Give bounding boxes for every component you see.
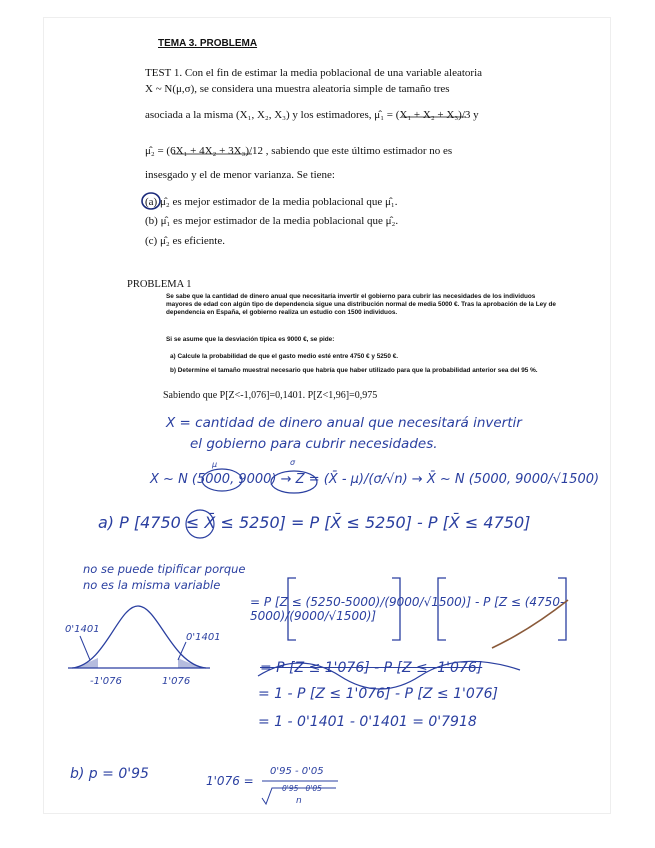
hand-sigma-label: σ: [290, 458, 296, 467]
problem-given: Sabiendo que P[Z<-1,076]=0,1401. P[Z<1,96]=0,975: [163, 390, 378, 401]
hand-note-1: no se puede tipificar porque: [83, 562, 246, 576]
hand-x-definition-2: el gobierno para cubrir necesidades.: [190, 436, 438, 452]
normal-curve: [72, 606, 206, 668]
hand-mu-label: μ: [212, 460, 218, 469]
test-option-a: (a) μ̂₂ es mejor estimador de la media poblacional que μ̂₁.: [145, 196, 398, 208]
scribble-strike: [258, 661, 520, 689]
hand-distribution-line: X ~ N (5000, 9000) → Z = (X̄ - μ)/(σ/√n) → X̄ ~ N (5000, 9000/√1500): [150, 472, 600, 487]
arrow-left-label: [80, 636, 90, 660]
bracket-right-2: [558, 578, 566, 640]
test-option-c: (c) μ̂₂ es eficiente.: [145, 235, 225, 247]
hand-part-b-n: n: [296, 796, 302, 806]
hand-curve-right-x: 1'076: [162, 676, 191, 687]
sqrt-sign-b: [262, 788, 336, 804]
test-line-3: asociada a la misma (X₁, X₂, X₃) y los estimadores, μ̂₁ = (X₁ + X₂ + X₃)/3 y: [145, 109, 479, 121]
hand-part-b: b) p = 0'95: [70, 766, 149, 782]
circle-5000: [202, 469, 242, 491]
problem-item-a: a) Calcule la probabilidad de que el gasto medio esté entre 4750 € y 5250 €.: [170, 353, 399, 360]
problem-item-b: b) Determine el tamaño muestral necesario que habría que haber utilizado para que la probabilidad anterior sea del 95 %.: [170, 367, 538, 374]
circle-xbar: [186, 510, 214, 538]
hand-note-2: no es la misma variable: [83, 578, 221, 592]
problem-paragraph-1: Se sabe que la cantidad de dinero anual que necesitaría invertir el gobierno para cubrir las necesidades de los individuos mayores de edad con algún tipo de dependencia sigue una distribución normal de media 5000 €. Tras la aprobación de la Ley de dependencia en España, el gobierno realiza un estudio con 1500 individuos.: [166, 293, 556, 316]
hand-curve-left-x: -1'076: [90, 676, 122, 687]
hand-result-2: = 1 - 0'1401 - 0'1401 = 0'7918: [258, 714, 477, 730]
test-option-b: (b) μ̂₁ es mejor estimador de la media poblacional que μ̂₂.: [145, 215, 399, 227]
hand-x-definition-1: X = cantidad de dinero anual que necesitará invertir: [166, 415, 522, 431]
circle-9000: [271, 471, 317, 493]
page-title: TEMA 3. PROBLEMA: [158, 38, 258, 49]
hand-standardize: = P [Z ≤ (5250-5000)/(9000/√1500)] - P [Z ≤ (4750-5000)/(9000/√1500)]: [250, 595, 565, 623]
bracket-left-1: [288, 578, 296, 640]
hand-curve-left-label: 0'1401: [65, 624, 100, 635]
test-line-1: TEST 1. Con el fin de estimar la media poblacional de una variable aleatoria: [145, 67, 483, 79]
answer-circle: [142, 193, 160, 209]
problem-heading: PROBLEMA 1: [127, 279, 192, 290]
hand-part-a: a) P [4750 ≤ X̄ ≤ 5250] = P [X̄ ≤ 5250] - P [X̄ ≤ 4750]: [98, 513, 531, 532]
hand-part-b-equation: 1'076 =: [206, 774, 254, 788]
hand-result-1: = 1 - P [Z ≤ 1'076] - P [Z ≤ 1'076]: [258, 686, 499, 702]
hand-crossed-line: = P [Z ≤ 1'076] - P [Z ≤ -1'076]: [260, 660, 483, 676]
hand-part-b-denominator: 0'95 · 0'05: [282, 784, 322, 793]
test-line-5: insesgado y el de menor varianza. Se tiene:: [145, 169, 335, 181]
test-line-4: μ̂₂ = (6X₁ + 4X₂ + 3X₃)/12 , sabiendo que este último estimador no es: [145, 145, 453, 157]
hand-part-b-numerator: 0'95 - 0'05: [270, 766, 324, 777]
problem-paragraph-2: Si se asume que la desviación típica es 9000 €, se pide:: [166, 336, 335, 343]
test-line-2: X ~ N(μ,σ), se considera una muestra aleatoria simple de tamaño tres: [145, 83, 450, 95]
hand-curve-right-label: 0'1401: [186, 632, 221, 643]
pencil-stroke: [492, 600, 568, 648]
bracket-right-1: [392, 578, 400, 640]
bracket-left-2: [438, 578, 446, 640]
